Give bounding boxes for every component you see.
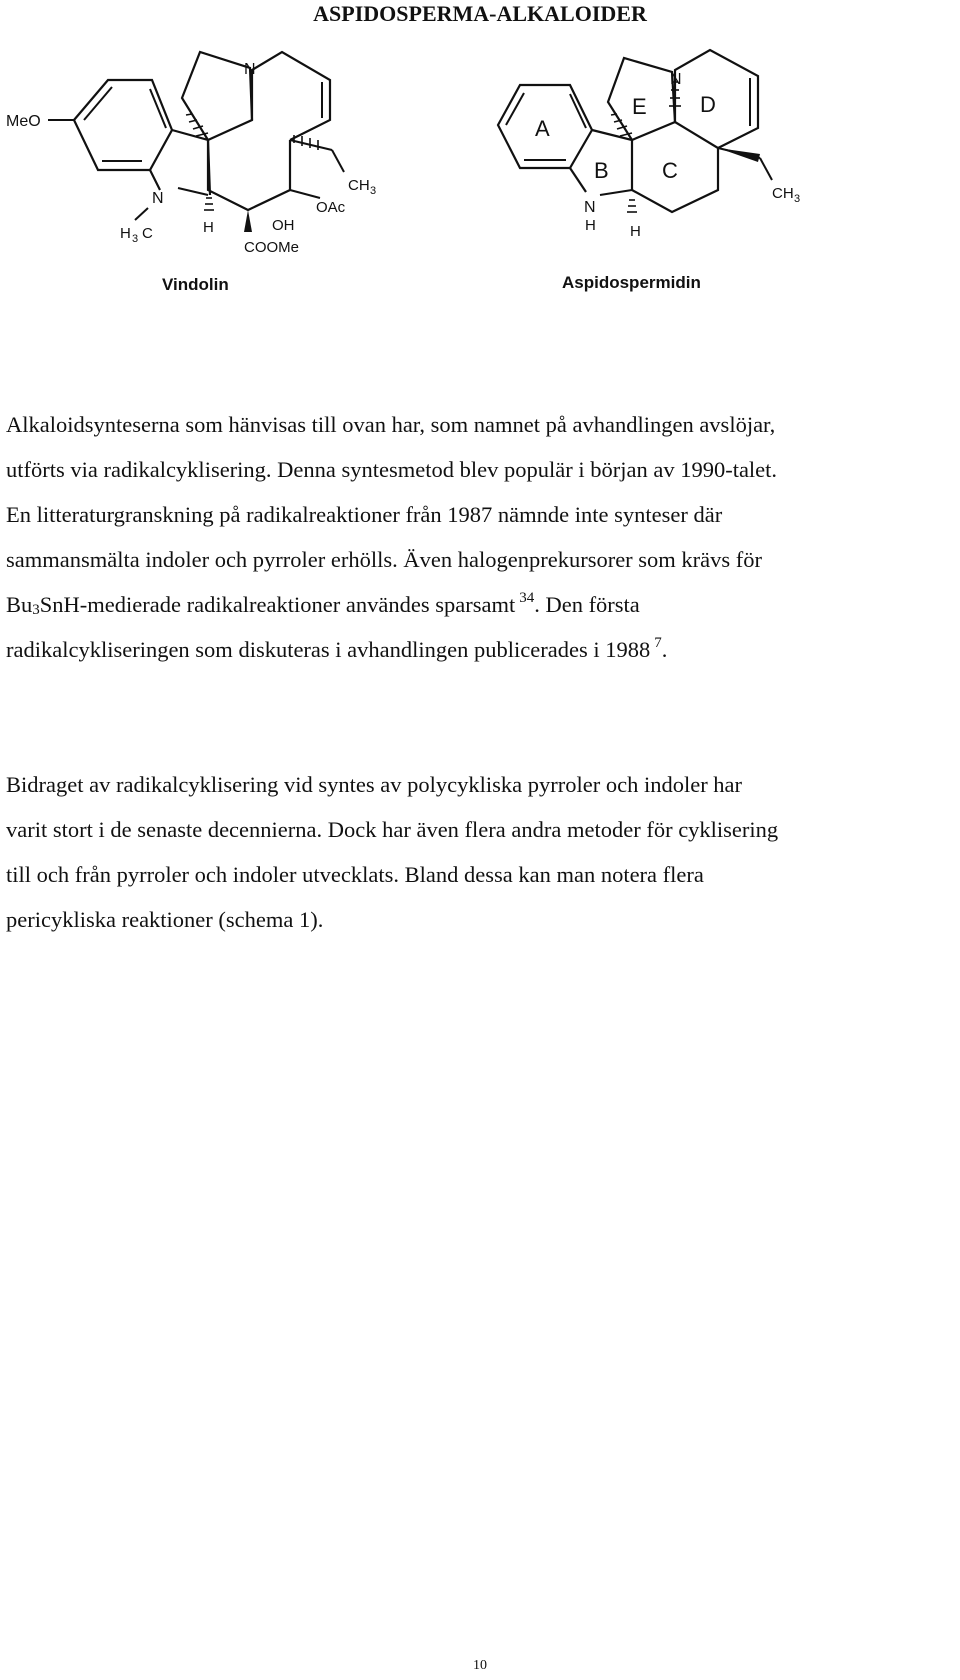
aspido-nh-label: H: [585, 217, 596, 234]
aspidospermidin-structure: [498, 50, 800, 292]
vindolin-meo-label: MeO: [6, 113, 41, 130]
paragraph-2-line: varit stort i de senaste decennierna. Dock har även flera andra metoder för cyklisering: [6, 817, 779, 842]
vindolin-n-indole-label: N: [152, 190, 164, 207]
bu-prefix: Bu: [6, 592, 33, 617]
vindolin-oh-label: OH: [272, 217, 295, 234]
aspido-n-indole-label: N: [584, 199, 596, 216]
vindolin-h-label: H: [203, 219, 214, 236]
line5-suffix: . Den första: [534, 592, 640, 617]
vindolin-n-top-label: N: [244, 61, 256, 78]
paragraph-1-line: [6, 627, 956, 672]
vindolin-ch-sub: 3: [370, 185, 377, 197]
vindolin-h3-label: H: [120, 225, 131, 242]
paragraph-2: [6, 762, 956, 942]
paragraph-1-line: En litteraturgranskning på radikalreaktioner från 1987 nämnde inte synteser där: [6, 502, 723, 527]
line6-text: radikalcykliseringen som diskuteras i avhandlingen publicerades i 1988: [6, 637, 651, 662]
line5-text: SnH-medierade radikalreaktioner användes sparsamt: [39, 592, 516, 617]
paragraph-1-line: utförts via radikalcyklisering. Denna syntesmetod blev populär i början av 1990-talet.: [6, 457, 778, 482]
vindolin-oac-label: OAc: [316, 199, 346, 216]
aspidospermidin-name: Aspidospermidin: [562, 273, 701, 292]
citation-7: 7: [654, 635, 662, 651]
aspido-n-top-label: N: [670, 71, 682, 88]
paragraph-1-line: Alkaloidsynteserna som hänvisas till ovan har, som namnet på avhandlingen avslöjar,: [6, 412, 776, 437]
bu-subscript: 3: [32, 602, 40, 618]
vindolin-h3-sub: 3: [132, 233, 139, 245]
paragraph-1: [6, 402, 956, 672]
paragraph-2-line: pericykliska reaktioner (schema 1).: [6, 907, 324, 932]
line6-suffix: .: [661, 637, 668, 662]
ring-a-label: A: [535, 116, 550, 141]
aspido-ch-sub: 3: [794, 193, 801, 205]
paragraph-1-line: [6, 582, 956, 627]
paragraph-2-line: till och från pyrroler och indoler utvecklats. Bland dessa kan man notera flera: [6, 862, 704, 887]
vindolin-name: Vindolin: [162, 275, 229, 294]
citation-34: 34: [519, 590, 535, 606]
paragraph-2-line: Bidraget av radikalcyklisering vid syntes av polycykliska pyrroler och indoler har: [6, 772, 743, 797]
chemical-structures-figure: [0, 40, 960, 320]
page-number: 10: [473, 1658, 487, 1673]
ring-d-label: D: [700, 92, 716, 117]
ring-e-label: E: [632, 94, 647, 119]
aspido-h-label: H: [630, 223, 641, 240]
aspido-ch-label: CH: [772, 185, 794, 202]
ring-c-label: C: [662, 158, 678, 183]
vindolin-ch-label: CH: [348, 177, 370, 194]
paragraph-1-line: sammansmälta indoler och pyrroler erhölls. Även halogenprekursorer som krävs för: [6, 547, 763, 572]
page-heading: ASPIDOSPERMA-ALKALOIDER: [313, 1, 647, 26]
vindolin-c-label: C: [142, 225, 153, 242]
ring-b-label: B: [594, 158, 609, 183]
vindolin-coome-label: COOMe: [244, 239, 300, 256]
vindolin-structure: [6, 52, 376, 294]
